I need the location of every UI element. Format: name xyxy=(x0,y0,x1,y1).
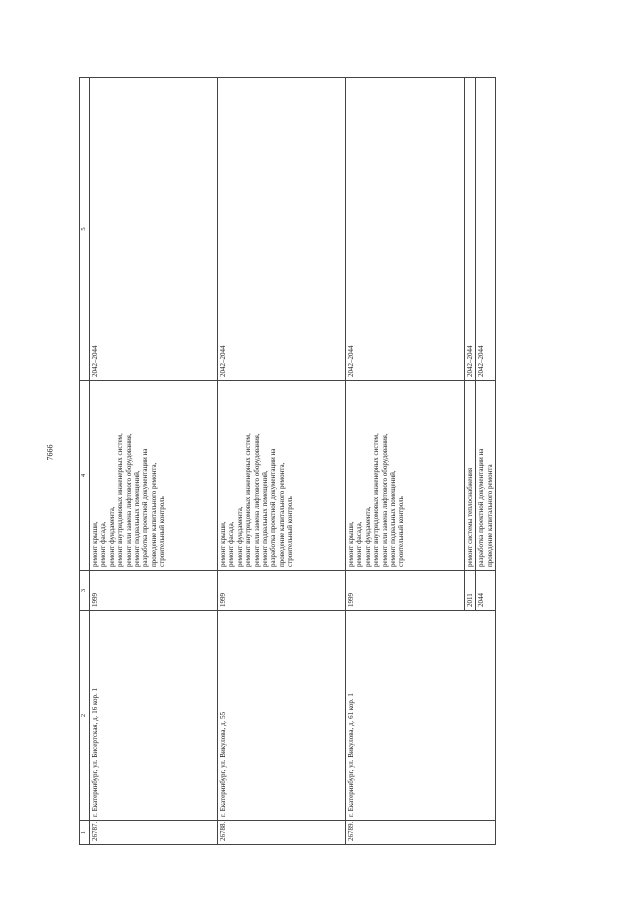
works-cell xyxy=(218,381,346,571)
year-cell: 1999 xyxy=(218,571,346,611)
year-cell: 1999 xyxy=(346,571,465,611)
work-item: ремонт внутридомовых инженерных систем, xyxy=(372,433,381,567)
work-item: проведение капитального ремонта, xyxy=(149,462,158,567)
work-item: ремонт крыши, xyxy=(91,521,99,567)
works-cell xyxy=(90,381,218,571)
work-item: ремонт или замена лифтового оборудования, xyxy=(124,433,133,567)
period-cell: 2042–2044 xyxy=(218,78,346,381)
work-item: разработка проектной документации на xyxy=(141,448,150,567)
work-item: ремонт фасада, xyxy=(355,521,364,567)
work-item: строительный контроль xyxy=(286,496,295,567)
rotated-table-container xyxy=(79,78,494,845)
row-number: 26789. xyxy=(346,821,496,845)
header-row xyxy=(80,78,90,845)
work-item: разработка проектной документации на xyxy=(477,448,486,567)
row-number: 26787. xyxy=(90,821,218,845)
work-item: ремонт системы теплоснабжения xyxy=(466,467,474,567)
header-cell: 4 xyxy=(80,381,90,571)
work-item: ремонт внутридомовых инженерных систем, xyxy=(116,433,125,567)
work-item: ремонт фундамента, xyxy=(107,506,116,567)
work-item: ремонт фасада, xyxy=(227,521,236,567)
year-cell: 2011 xyxy=(465,571,476,611)
work-item: строительный контроль xyxy=(158,496,167,567)
table-row xyxy=(346,78,465,845)
header-cell: 2 xyxy=(80,611,90,821)
work-item: ремонт или замена лифтового оборудования, xyxy=(380,433,389,567)
page-number: 7666 xyxy=(45,444,55,461)
period-cell: 2042–2044 xyxy=(465,78,476,381)
work-item: ремонт крыши, xyxy=(347,521,355,567)
header-cell: 3 xyxy=(80,571,90,611)
works-cell xyxy=(465,381,476,571)
work-item: ремонт внутридомовых инженерных систем, xyxy=(244,433,253,567)
year-cell: 1999 xyxy=(90,571,218,611)
period-cell: 2042–2044 xyxy=(346,78,465,381)
period-cell: 2042–2044 xyxy=(476,78,496,381)
work-item: проведение капитального ремонта, xyxy=(277,462,286,567)
work-item: ремонт фундамента, xyxy=(235,506,244,567)
header-cell: 1 xyxy=(80,821,90,845)
work-item: ремонт фундамента, xyxy=(363,506,372,567)
works-cell xyxy=(476,381,496,571)
work-item: ремонт подвальных помещений, xyxy=(132,470,141,567)
work-item: ремонт фасада, xyxy=(99,521,108,567)
work-item: строительный контроль xyxy=(397,496,406,567)
work-item: ремонт или замена лифтового оборудования, xyxy=(252,433,261,567)
work-item: разработка проектной документации на xyxy=(269,448,278,567)
work-item: проведение капитального ремонта xyxy=(485,464,494,567)
row-number: 26788. xyxy=(218,821,346,845)
year-cell: 2044 xyxy=(476,571,496,611)
period-cell: 2042–2044 xyxy=(90,78,218,381)
table-row xyxy=(218,78,346,845)
header-cell: 5 xyxy=(80,78,90,381)
work-item: ремонт крыши, xyxy=(219,521,227,567)
address-cell: г. Екатеринбург, ул. Бисертская, д. 16 кор. 1 xyxy=(90,611,218,821)
work-item: ремонт подвальных помещений, xyxy=(388,470,397,567)
work-item: ремонт подвальных помещений, xyxy=(260,470,269,567)
table-row xyxy=(90,78,218,845)
address-cell: г. Екатеринбург, ул. Викулова, д. 55 xyxy=(218,611,346,821)
repair-schedule-table xyxy=(79,77,496,845)
works-cell xyxy=(346,381,465,571)
address-cell: г. Екатеринбург, ул. Викулова, д. 61 кор. 1 xyxy=(346,611,496,821)
